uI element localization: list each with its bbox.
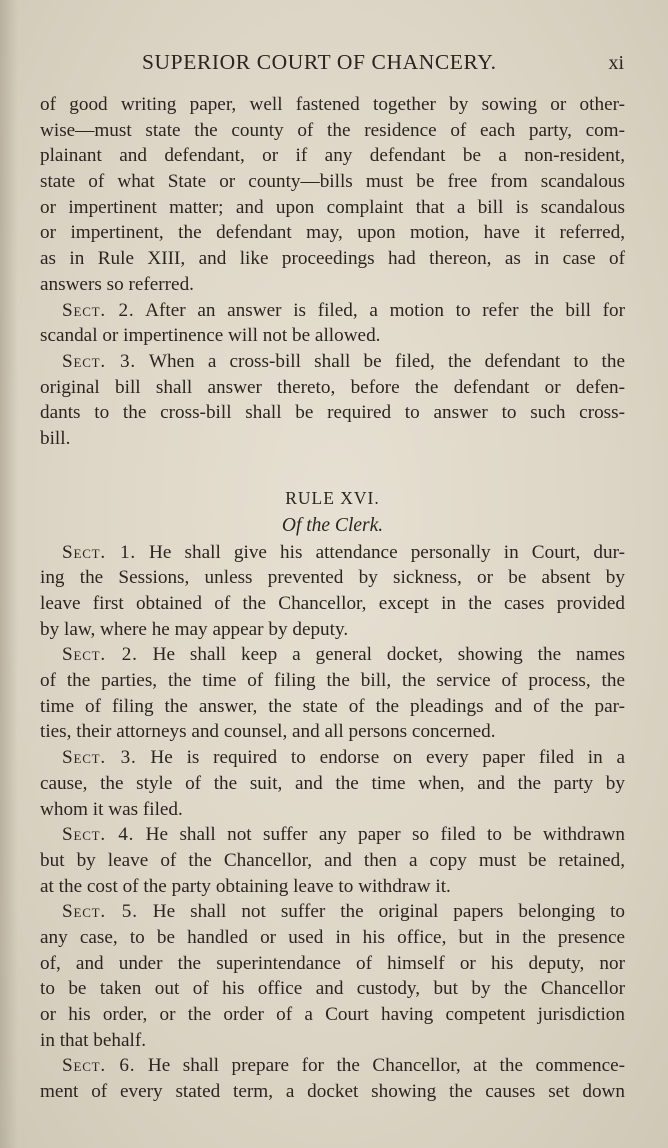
section-label: Sect. 1.: [62, 541, 136, 563]
section-label: Sect. 3.: [62, 350, 136, 372]
text-line: but by leave of the Chancellor, and then a copy must be retained,: [40, 849, 625, 871]
section-paragraph: [40, 822, 625, 899]
text-line: [40, 349, 625, 375]
section-text: He shall not suffer any paper so filed to be withdrawn: [134, 824, 625, 846]
text-line: cause, the style of the suit, and the time when, and the party by: [40, 772, 625, 794]
text-line: in that behalf.: [40, 1029, 147, 1051]
text-line: plainant and defendant, or if any defendant be a non-resident,: [40, 145, 625, 167]
spacer: [40, 452, 625, 484]
section-label: Sect. 4.: [62, 824, 135, 846]
running-head: [0, 50, 668, 80]
text-line: scandal or impertinence will not be allowed.: [40, 325, 381, 347]
section-paragraph: [40, 298, 625, 349]
text-line: to be taken out of his office and custody, but by the Chancellor: [40, 978, 625, 1000]
text-line: [40, 540, 625, 566]
text-line: any case, to be handled or used in his office, but in the presence: [40, 926, 625, 948]
text-line: or his order, or the order of a Court having competent jurisdiction: [40, 1004, 625, 1025]
text-line: or impertinent matter; and upon complaint that a bill is scandalous: [40, 196, 625, 218]
section-paragraph: [40, 745, 625, 822]
rule-heading: RULE XVI.: [285, 487, 380, 508]
page-number: xi: [608, 52, 624, 74]
paragraph-continuation: [40, 92, 625, 298]
section-text: After an answer is filed, a motion to refer the bill for: [134, 299, 625, 321]
text-line: [40, 298, 625, 324]
section-label: Sect. 2.: [62, 299, 135, 321]
section-paragraph: [40, 1053, 625, 1104]
text-line: ties, their attorneys and counsel, and all persons concerned.: [40, 721, 496, 743]
text-line: wise—must state the county of the residence of each party, com-: [40, 119, 625, 141]
section-text: He shall not suffer the original papers belonging to: [137, 901, 625, 923]
section-label: Sect. 3.: [62, 747, 137, 769]
section-text: When a cross-bill shall be filed, the defendant to the: [136, 350, 625, 372]
text-line: state of what State or county—bills must be free from scandalous: [40, 171, 625, 193]
text-line: original bill shall answer thereto, before the defendant or defen-: [40, 376, 625, 398]
section-text: He shall prepare for the Chancellor, at the commence-: [135, 1055, 625, 1077]
section-text: He is required to endorse on every paper filed in a: [136, 747, 626, 769]
text-line: leave first obtained of the Chancellor, except in the cases provided: [40, 593, 625, 614]
section-paragraph: [40, 642, 625, 745]
section-text: He shall keep a general docket, showing the names: [137, 644, 625, 666]
section-label: Sect. 5.: [62, 901, 138, 923]
section-paragraph: [40, 899, 625, 1053]
text-line: at the cost of the party obtaining leave to withdraw it.: [40, 875, 451, 897]
section-paragraph: [40, 540, 625, 643]
text-line: time of filing the answer, the state of the pleadings and of the par-: [40, 695, 625, 717]
text-line: [40, 642, 625, 668]
section-label: Sect. 2.: [62, 644, 138, 666]
running-title: SUPERIOR COURT OF CHANCERY.: [142, 50, 497, 74]
section-label: Sect. 6.: [62, 1055, 136, 1077]
text-line: dants to the cross-bill shall be required to answer to such cross-: [40, 402, 625, 424]
rule-subheading: Of the Clerk.: [281, 514, 384, 536]
section-text: He shall give his attendance personally in Court, dur-: [135, 541, 626, 563]
text-line: of, and under the superintendance of himself or his deputy, nor: [40, 952, 625, 974]
text-line: or impertinent, the defendant may, upon motion, have it referred,: [40, 222, 625, 244]
text-line: answers so referred.: [40, 273, 194, 295]
text-line: by law, where he may appear by deputy.: [40, 618, 349, 640]
text-line: whom it was filed.: [40, 798, 183, 820]
section-paragraph: [40, 349, 625, 452]
text-line: [40, 822, 625, 848]
text-line: as in Rule XIII, and like proceedings had thereon, as in case of: [40, 248, 625, 270]
text-line: ing the Sessions, unless prevented by sickness, or be absent by: [40, 567, 625, 589]
text-line: [40, 899, 625, 925]
text-line: of good writing paper, well fastened together by sowing or other-: [40, 94, 625, 115]
text-line: of the parties, the time of filing the bill, the service of process, the: [40, 670, 625, 692]
text-line: ment of every stated term, a docket showing the causes set down: [40, 1081, 625, 1103]
body-text: [40, 92, 625, 1105]
text-line: [40, 1053, 625, 1079]
text-line: [40, 745, 625, 771]
text-line: bill.: [40, 427, 71, 449]
